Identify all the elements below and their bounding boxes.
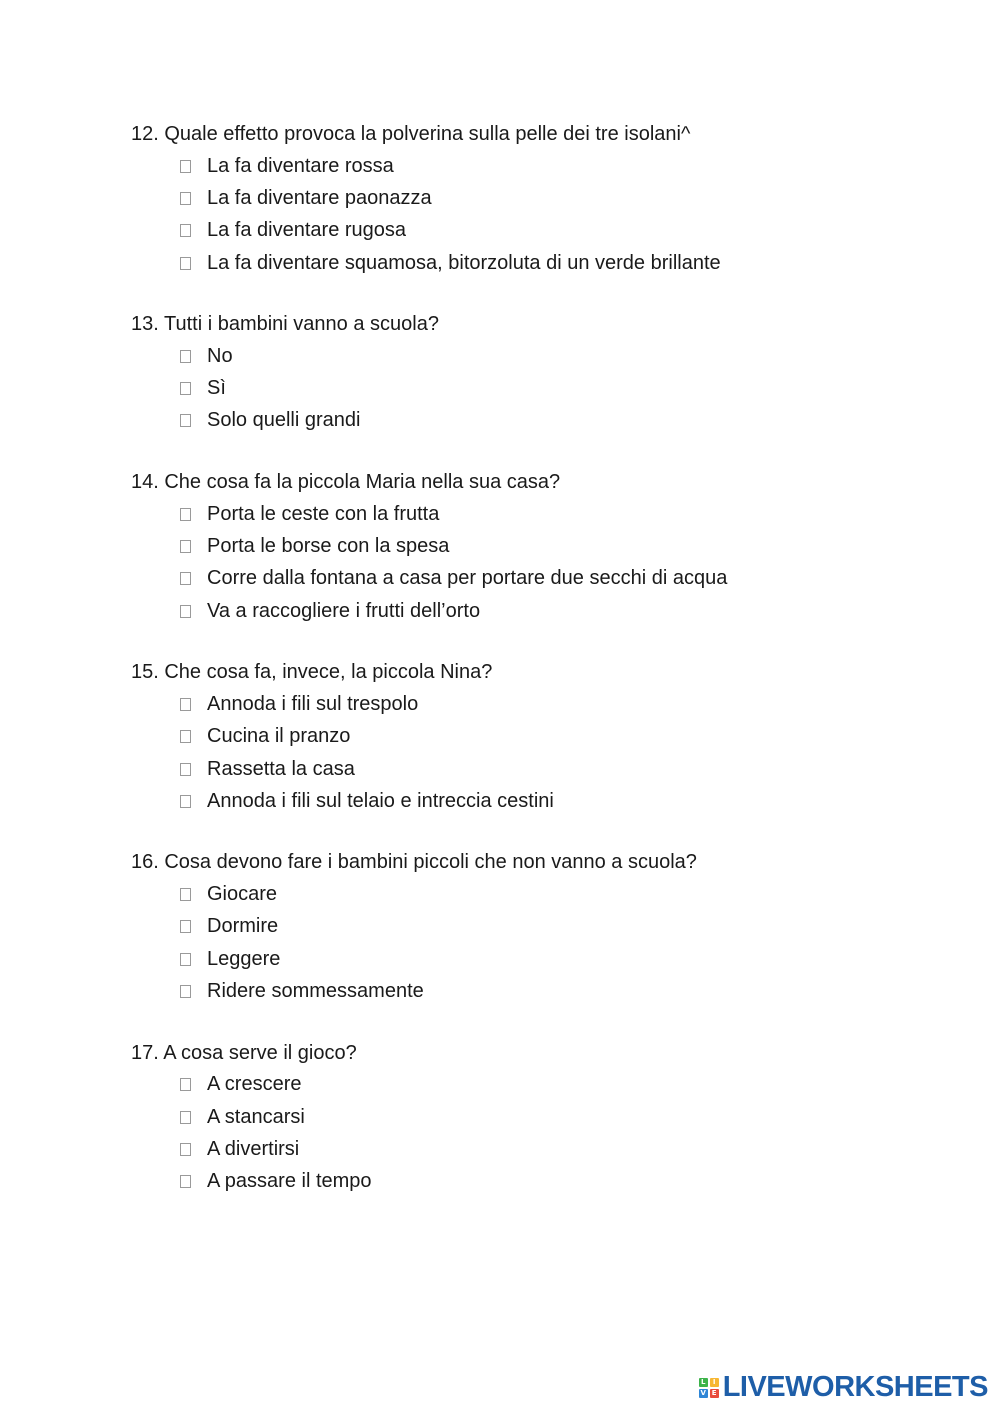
option-label: Giocare [207,883,278,906]
option-label: Va a raccogliere i frutti dell’orto [207,599,481,622]
question-16 [131,846,891,1007]
checkbox[interactable] [180,730,191,743]
question-title: 12. Quale effetto provoca la polverina sulla pelle dei tre isolani^ [131,123,691,145]
option-label: Cucina il pranzo [207,725,351,748]
option-item[interactable] [131,943,891,975]
logo-mark-square: I [710,1378,719,1387]
logo-mark-square: V [700,1388,706,1397]
option-label: Ridere sommessamente [207,979,424,1002]
question-12 [131,118,891,279]
worksheet [131,118,891,1227]
checkbox[interactable] [180,1143,191,1156]
option-label: Sì [207,377,226,400]
checkbox[interactable] [180,953,191,966]
option-label: Leggere [207,947,281,970]
question-title: 16. Cosa devono fare i bambini piccoli che non vanno a scuola? [131,851,697,874]
option-label: Annoda i fili sul telaio e intreccia cestini [207,789,554,812]
option-label: Rassetta la casa [207,757,355,780]
option-label: A stancarsi [207,1105,305,1128]
logo-mark-square: E [710,1389,719,1398]
option-item[interactable] [131,182,891,214]
option-item[interactable] [131,1133,891,1165]
option-item[interactable] [131,785,891,817]
options-list [131,340,891,437]
option-item[interactable] [131,1069,891,1101]
option-item[interactable] [131,215,891,247]
option-label: Solo quelli grandi [207,409,361,432]
checkbox[interactable] [180,572,191,585]
checkbox[interactable] [180,1175,191,1188]
checkbox[interactable] [180,540,191,553]
checkbox[interactable] [180,1111,191,1124]
checkbox[interactable] [180,1078,191,1091]
checkbox[interactable] [180,192,191,205]
option-item[interactable] [131,150,891,182]
checkbox[interactable] [180,160,191,173]
option-item[interactable] [131,1101,891,1133]
checkbox[interactable] [180,795,191,808]
question-title: 17. A cosa serve il gioco? [131,1041,357,1064]
option-item[interactable] [131,595,891,627]
option-label: A passare il tempo [207,1170,372,1193]
checkbox[interactable] [180,257,191,270]
options-list [131,150,891,279]
liveworksheets-logo [699,1371,988,1404]
logo-mark-icon [699,1378,719,1398]
checkbox[interactable] [180,414,191,427]
option-label: La fa diventare squamosa, bitorzoluta di un verde brillante [207,251,721,274]
option-label: Corre dalla fontana a casa per portare due secchi di acqua [207,567,728,590]
option-item[interactable] [131,753,891,785]
option-item[interactable] [131,530,891,562]
checkbox[interactable] [180,698,191,711]
option-item[interactable] [131,563,891,595]
checkbox[interactable] [180,508,191,521]
option-label: No [207,344,233,367]
option-item[interactable] [131,405,891,437]
logo-text: LIVEWORKSHEETS [722,1371,988,1403]
option-item[interactable] [131,1166,891,1198]
option-label: Annoda i fili sul trespolo [207,692,419,715]
question-13 [131,308,891,437]
option-label: La fa diventare rugosa [207,219,407,242]
option-item[interactable] [131,975,891,1007]
option-item[interactable] [131,498,891,530]
option-item[interactable] [131,721,891,753]
option-label: La fa diventare rossa [207,154,394,177]
option-label: La fa diventare paonazza [207,186,432,209]
logo-mark-square: L [699,1378,708,1387]
checkbox[interactable] [180,350,191,363]
option-label: Porta le borse con la spesa [207,535,450,558]
option-item[interactable] [131,911,891,943]
checkbox[interactable] [180,382,191,395]
question-15 [131,656,891,817]
options-list [131,878,891,1007]
question-14 [131,466,891,627]
checkbox[interactable] [180,920,191,933]
question-17 [131,1037,891,1198]
option-item[interactable] [131,247,891,279]
question-title: 14. Che cosa fa la piccola Maria nella sua casa? [131,471,561,494]
options-list [131,688,891,817]
option-label: A divertirsi [207,1137,300,1160]
option-item[interactable] [131,688,891,720]
checkbox[interactable] [180,224,191,237]
checkbox[interactable] [180,763,191,776]
option-label: A crescere [207,1073,302,1096]
checkbox[interactable] [180,605,191,618]
checkbox[interactable] [180,888,191,901]
option-item[interactable] [131,340,891,372]
options-list [131,498,891,627]
options-list [131,1069,891,1198]
question-title: 13. Tutti i bambini vanno a scuola? [131,313,439,336]
option-label: Porta le ceste con la frutta [207,502,440,525]
option-label: Dormire [207,915,279,938]
option-item[interactable] [131,372,891,404]
option-item[interactable] [131,878,891,910]
question-title: 15. Che cosa fa, invece, la piccola Nina? [131,661,493,684]
checkbox[interactable] [180,985,191,998]
